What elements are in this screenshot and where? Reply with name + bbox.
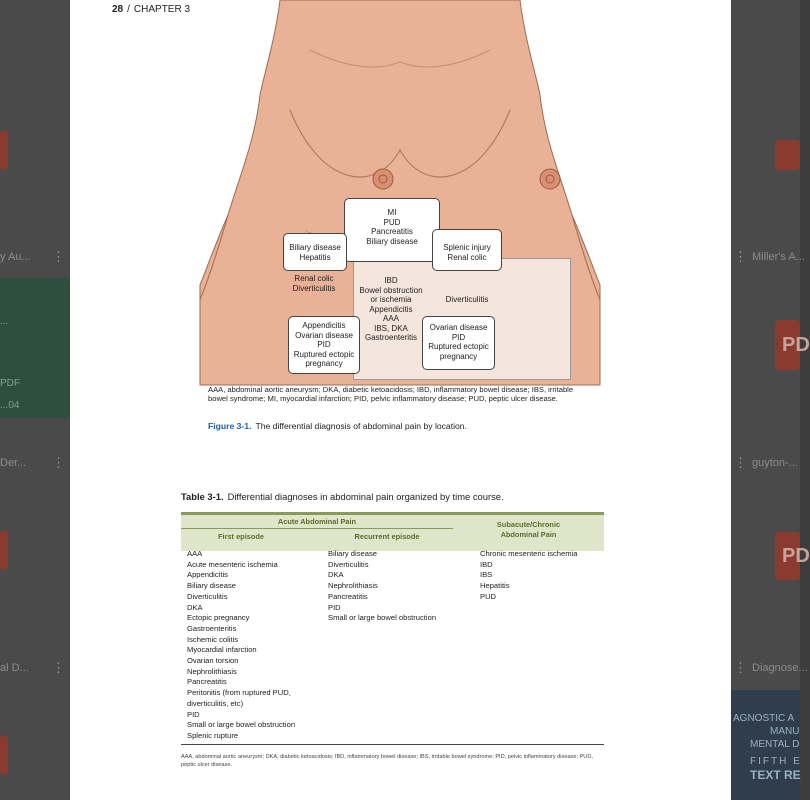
region-item: Ruptured ectopic [293, 349, 355, 359]
region-item: AAA [382, 314, 399, 323]
table-cell: PID [187, 709, 200, 719]
region-item: Appendicitis [369, 304, 413, 314]
table-cell: IBD [480, 559, 493, 569]
left-book-title[interactable]: al D... [0, 662, 29, 674]
table-cell: Acute mesenteric ischemia [187, 559, 278, 569]
banner-text: TEXT RE [750, 768, 801, 782]
more-options-icon[interactable]: ⋮ [734, 455, 747, 470]
banner-text: MANU [770, 726, 800, 737]
more-options-icon[interactable]: ⋮ [734, 660, 747, 675]
left-book-title[interactable]: y Au... [0, 251, 31, 263]
figure-caption-text: The differential diagnosis of abdominal pain by location. [255, 421, 467, 431]
more-options-icon[interactable]: ⋮ [52, 455, 65, 470]
table-cell: Ectopic pregnancy [187, 613, 250, 623]
figure-legend: AAA, abdominal aortic aneurysm; DKA, diabetic ketoacidosis; IBD, inflammatory bowel disease; IBS, irritable bowel syndrome; MI, myocardial infarction; PID, pelvic inflammatory disease; PUD, peptic ulcer disease. [208, 385, 574, 404]
table-cell: DKA [328, 570, 344, 580]
acute-group-header: Acute Abdominal Pain [277, 517, 357, 526]
document-page [70, 0, 731, 800]
right-flank-region [283, 274, 345, 293]
table-bottom-rule [181, 744, 604, 745]
acute-header-rule [181, 528, 453, 529]
table-cell: Splenic rupture [187, 730, 239, 740]
right-nipple [540, 169, 560, 189]
green-promo-panel[interactable] [0, 278, 70, 418]
right-book-title[interactable]: Miller's A... [752, 251, 805, 263]
table-label: Table 3-1. [181, 491, 224, 502]
more-options-icon[interactable]: ⋮ [52, 249, 65, 264]
right-book-title[interactable]: Diagnose... [752, 662, 808, 674]
right-upper-quadrant [283, 233, 347, 271]
subacute-header-line: Subacute/Chronic [496, 520, 561, 529]
region-item: IBD [384, 276, 398, 285]
region-item: Hepatitis [299, 252, 331, 262]
subacute-column [480, 549, 602, 603]
region-item: Renal colic [294, 274, 334, 283]
green-panel-text: PDF [0, 378, 20, 389]
page-header [112, 4, 190, 15]
subacute-header-line: Abdominal Pain [500, 530, 557, 539]
region-item: IBS, DKA [374, 323, 408, 333]
table-cell: Peritonitis (from ruptured PUD, [187, 688, 291, 698]
recurrent-episode-header: Recurrent episode [354, 532, 420, 541]
table-caption [181, 491, 504, 502]
left-nipple [373, 169, 393, 189]
table-cell: Small or large bowel obstruction [328, 613, 437, 623]
table-cell: Ischemic colitis [187, 634, 239, 644]
table-caption-text: Differential diagnoses in abdominal pain organized by time course. [227, 491, 504, 502]
pdf-glyph: PD [782, 545, 810, 567]
page-number: 28 [112, 4, 124, 15]
table-cell: IBS [480, 570, 493, 580]
more-options-icon[interactable]: ⋮ [734, 249, 747, 264]
table-cell: Ovarian torsion [187, 656, 239, 666]
table-cell: Gastroenteritis [187, 623, 237, 633]
right-lower-quadrant [288, 316, 360, 374]
subacute-header [453, 520, 604, 540]
table-cell: Biliary disease [187, 581, 236, 591]
table-cell: Diverticulitis [328, 559, 369, 569]
region-item: Ovarian disease [295, 330, 353, 340]
region-item: PUD [383, 217, 401, 227]
table-cell: AAA [187, 549, 203, 558]
table-cell: Diverticulitis [187, 591, 228, 601]
book-cover-card[interactable] [0, 735, 8, 775]
table-cell: Pancreatitis [187, 677, 227, 687]
region-item: MI [387, 208, 397, 217]
green-panel-text: ...04 [0, 400, 20, 411]
region-item: Splenic injury [443, 243, 491, 252]
figure-caption [208, 421, 467, 431]
pdf-glyph: PD [782, 334, 810, 356]
green-panel-text: ... [0, 316, 9, 327]
book-cover-card[interactable] [775, 140, 800, 170]
first-episode-column [187, 549, 322, 742]
recurrent-episode-column [328, 549, 468, 624]
book-cover-card[interactable] [0, 130, 8, 170]
region-item: Bowel obstruction [359, 285, 423, 295]
figure-label: Figure 3-1. [208, 421, 252, 431]
table-cell: Nephrolithiasis [328, 581, 378, 591]
region-item: Biliary disease [366, 236, 418, 246]
first-episode-header: First episode [218, 532, 264, 541]
banner-text: FIFTH E [750, 756, 802, 767]
region-item: PID [317, 340, 331, 349]
table-cell: Biliary disease [328, 549, 377, 558]
region-item: Gastroenteritis [364, 333, 418, 342]
region-item: Biliary disease [289, 243, 341, 252]
book-cover-card[interactable] [775, 320, 810, 370]
region-item: Diverticulitis [292, 283, 336, 293]
table-cell: Small or large bowel obstruction [187, 720, 296, 730]
more-options-icon[interactable]: ⋮ [52, 660, 65, 675]
left-lower-quadrant [422, 316, 495, 370]
right-book-title[interactable]: guyton-... [752, 457, 798, 469]
table-cell: PID [328, 602, 341, 612]
table-cell: diverticulitis, etc) [187, 698, 244, 708]
region-item: PID [451, 332, 466, 342]
region-item: Renal colic [447, 252, 487, 262]
region-item: Ruptured ectopic [428, 342, 489, 351]
region-item: Diverticulitis [445, 295, 489, 304]
left-book-title[interactable]: Der... [0, 457, 27, 469]
book-cover-card[interactable] [775, 532, 810, 580]
table-cell: DKA [187, 602, 203, 612]
region-item: pregnancy [439, 351, 478, 361]
left-upper-quadrant [432, 229, 502, 271]
table-cell: Appendicitis [187, 570, 228, 580]
region-item: Pancreatitis [371, 227, 413, 236]
region-item: Appendicitis [302, 321, 346, 330]
region-item: pregnancy [305, 359, 343, 368]
table-cell: Hepatitis [480, 581, 510, 591]
chapter-label: CHAPTER 3 [133, 4, 191, 15]
table-footnote: AAA, abdominal aortic aneurysm; DKA, diabetic ketoacidosis; IBD, inflammatory bowel disease; IBS, irritable bowel syndrome; PID, pelvic inflammatory disease; PUD, peptic ulcer disease. [181, 754, 593, 768]
book-cover-card[interactable] [0, 530, 8, 570]
epigastric-region [344, 198, 440, 262]
right-shelf [731, 0, 800, 800]
table-cell: Myocardial infarction [187, 645, 257, 655]
table-cell: Nephrolithiasis [187, 666, 237, 676]
table-cell: PUD [480, 591, 497, 601]
left-flank-region [434, 295, 500, 305]
header-separator: / [127, 4, 130, 15]
table-cell: Pancreatitis [328, 591, 368, 601]
banner-text: AGNOSTIC A [733, 713, 795, 724]
table-cell: Chronic mesenteric ischemia [480, 549, 578, 558]
region-item: Ovarian disease [429, 323, 488, 332]
banner-text: MENTAL D [750, 739, 800, 750]
region-item: or ischemia [370, 295, 412, 304]
